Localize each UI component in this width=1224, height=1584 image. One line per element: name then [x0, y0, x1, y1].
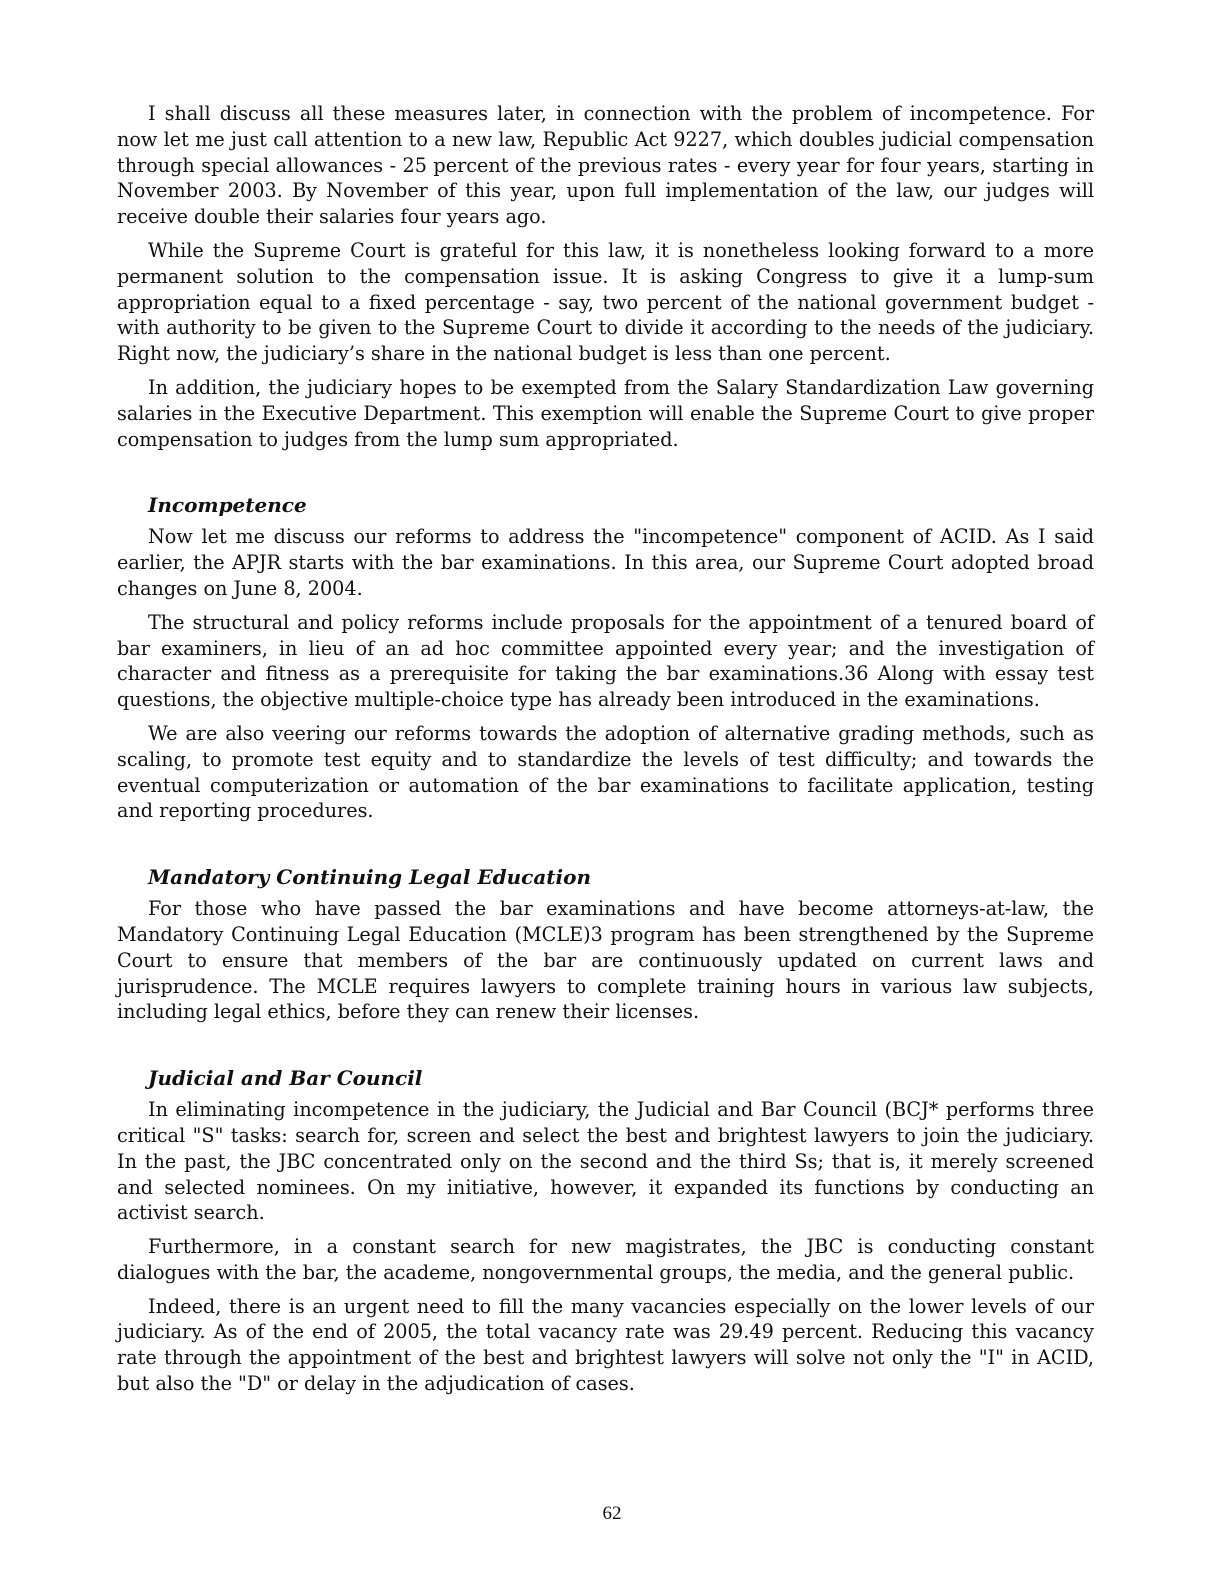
section-heading: Mandatory Continuing Legal Education — [148, 865, 591, 890]
incompetence-section — [117, 492, 1094, 824]
paragraph: In eliminating incompetence in the judiciary, the Judicial and Bar Council (BCJ* performs three critical "S" tasks: search for, screen and select the best and brightest lawyers to join the judiciary. In the past, the JBC concentrated only on the second and the third Ss; that is, it merely screened and selected nominees. On my initiative, however, it expanded its functions by conducting an activist search. — [117, 1098, 1094, 1225]
section-heading: Incompetence — [148, 493, 307, 518]
paragraph: The structural and policy reforms include proposals for the appointment of a tenured board of bar examiners, in lieu of an ad hoc committee appointed every year; and the investigation of character and fitness as a prerequisite for taking the bar examinations.36 Along with essay test questions, the objective multiple-choice type has already been introduced in the examinations. — [117, 610, 1094, 712]
paragraph: We are also veering our reforms towards the adoption of alternative grading methods, such as scaling, to promote test equity and to standardize the levels of test difficulty; and towards the eventual computerization or automation of the bar examinations to facilitate application, testing and reporting procedures. — [117, 721, 1094, 823]
section-heading: Judicial and Bar Council — [148, 1066, 423, 1091]
page-number: 62 — [602, 1503, 622, 1524]
page-body — [117, 101, 1094, 1405]
paragraph: Indeed, there is an urgent need to fill the many vacancies especially on the lower levels of our judiciary. As of the end of 2005, the total vacancy rate was 29.49 percent. Reducing this vacancy rate through the appointment of the best and brightest lawyers will solve not only the "I" in ACID, but also the "D" or delay in the adjudication of cases. — [117, 1294, 1094, 1396]
paragraph: I shall discuss all these measures later, in connection with the problem of incompetence. For now let me just call attention to a new law, Republic Act 9227, which doubles judicial compensation through special allowances - 25 percent of the previous rates - every year for four years, starting in November 2003. By November of this year, upon full implementation of the law, our judges will receive double their salaries four years ago. — [117, 102, 1094, 229]
paragraph: Furthermore, in a constant search for new magistrates, the JBC is conducting constant dialogues with the bar, the academe, nongovernmental groups, the media, and the general public. — [117, 1235, 1094, 1284]
intro-section — [117, 101, 1094, 452]
jbc-section — [117, 1065, 1094, 1397]
paragraph: In addition, the judiciary hopes to be exempted from the Salary Standardization Law governing salaries in the Executive Department. This exemption will enable the Supreme Court to give proper compensation to judges from the lump sum appropriated. — [117, 375, 1094, 451]
paragraph: For those who have passed the bar examinations and have become attorneys-at-law, the Mandatory Continuing Legal Education (MCLE)3 program has been strengthened by the Supreme Court to ensure that members of the bar are continuously updated on current laws and jurisprudence. The MCLE requires lawyers to complete training hours in various law subjects, including legal ethics, before they can renew their licenses. — [117, 897, 1094, 1024]
mcle-section — [117, 864, 1094, 1025]
paragraph: Now let me discuss our reforms to address the "incompetence" component of ACID. As I said earlier, the APJR starts with the bar examinations. In this area, our Supreme Court adopted broad changes on June 8, 2004. — [117, 525, 1094, 600]
paragraph: While the Supreme Court is grateful for this law, it is nonetheless looking forward to a more permanent solution to the compensation issue. It is asking Congress to give it a lump-sum appropriation equal to a fixed percentage - say, two percent of the national government budget - with authority to be given to the Supreme Court to divide it according to the needs of the judiciary. Right now, the judiciary’s share in the national budget is less than one percent. — [117, 238, 1094, 366]
